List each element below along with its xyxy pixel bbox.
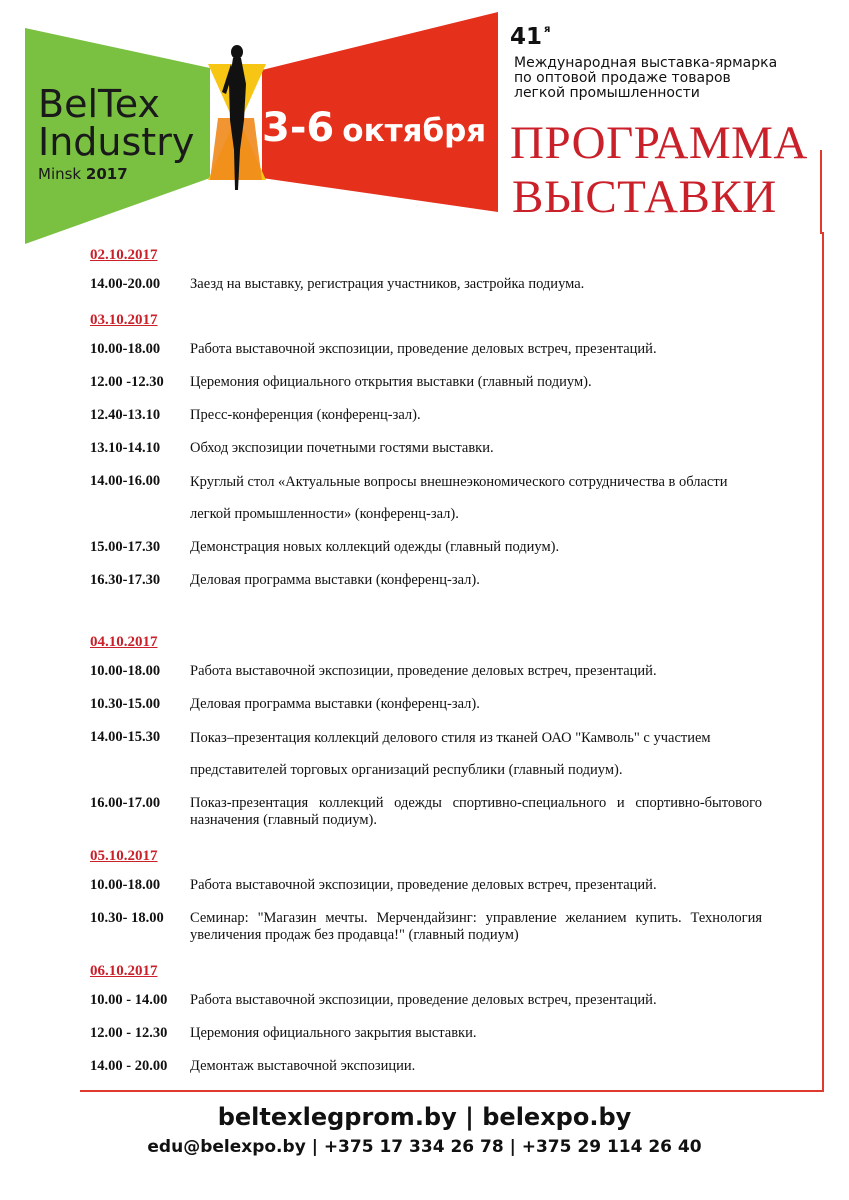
schedule-row — [90, 440, 762, 457]
event-description: Церемония официального закрытия выставки. — [190, 1025, 477, 1041]
schedule-row — [90, 877, 762, 894]
schedule-row — [90, 992, 762, 1009]
event-description: Заезд на выставку, регистрация участников, застройка подиума. — [190, 276, 585, 292]
frame-line-top — [820, 150, 822, 234]
event-description: Демонтаж выставочной экспозиции. — [190, 1058, 416, 1074]
event-time: 16.30-17.30 — [90, 572, 161, 588]
event-time: 13.10-14.10 — [90, 440, 161, 456]
program-title — [510, 116, 808, 224]
edition-number — [510, 24, 550, 50]
event-description: Церемония официального открытия выставки (главный подиум). — [190, 374, 592, 390]
day-date: 04.10.2017 — [90, 634, 158, 650]
event-description: Деловая программа выставки (конференц-зал). — [190, 696, 480, 712]
event-time: 14.00-15.30 — [90, 729, 161, 745]
day-date: 03.10.2017 — [90, 312, 158, 328]
event-description: Работа выставочной экспозиции, проведение деловых встреч, презентаций. — [190, 663, 657, 679]
program-title-line1: ПРОГРАММА — [510, 117, 808, 169]
event-month: октября — [342, 113, 487, 149]
event-description: Показ–презентация коллекций делового стиля из тканей ОАО "Камволь" с участием представителей торговых организаций республики (главный подиум). — [190, 730, 711, 778]
event-description: Семинар: "Магазин мечты. Мерчендайзинг: управление желанием купить. Технология увеличения продаж без продавца!" (главный подиум) — [190, 910, 762, 943]
schedule-row — [90, 696, 762, 713]
event-time: 14.00-16.00 — [90, 473, 161, 489]
subtitle-line1: Международная выставка-ярмарка — [514, 55, 778, 71]
brand-city: Minsk — [38, 165, 82, 183]
event-time: 14.00-20.00 — [90, 276, 161, 292]
event-time: 10.00-18.00 — [90, 877, 161, 893]
event-time: 14.00 - 20.00 — [90, 1058, 168, 1074]
section-gap — [90, 605, 762, 631]
event-time: 12.00 -12.30 — [90, 374, 164, 390]
event-time: 10.30-15.00 — [90, 696, 161, 712]
program-title-line2: ВЫСТАВКИ — [512, 171, 777, 223]
event-time: 10.00 - 14.00 — [90, 992, 168, 1008]
brand-city-year — [38, 162, 194, 186]
event-time: 16.00-17.00 — [90, 795, 161, 811]
schedule-row — [90, 539, 762, 556]
event-description: Пресс-конференция (конференц-зал). — [190, 407, 421, 423]
event-days: 3-6 — [262, 105, 335, 151]
schedule-row — [90, 466, 762, 530]
event-time: 10.00-18.00 — [90, 341, 161, 357]
event-time: 12.40-13.10 — [90, 407, 161, 423]
schedule-row — [90, 1025, 762, 1042]
footer-websites: beltexlegprom.by | belexpo.by — [217, 1103, 632, 1131]
day-date: 06.10.2017 — [90, 963, 158, 979]
brand-year: 2017 — [85, 165, 128, 183]
schedule — [90, 244, 762, 1091]
event-description: Работа выставочной экспозиции, проведение деловых встреч, презентаций. — [190, 992, 657, 1008]
schedule-row — [90, 341, 762, 358]
day-date: 05.10.2017 — [90, 848, 158, 864]
schedule-row — [90, 795, 762, 829]
footer-contacts: edu@belexpo.by | +375 17 334 26 78 | +375 29 114 26 40 — [147, 1137, 702, 1157]
event-description: Показ-презентация коллекций одежды спортивно-специального и спортивно-бытового назначения (главный подиум). — [190, 795, 762, 828]
event-description: Обход экспозиции почетными гостями выставки. — [190, 440, 494, 456]
exhibition-subtitle — [514, 56, 814, 101]
brand-line1: BelTex — [38, 82, 160, 126]
schedule-row — [90, 374, 762, 391]
event-time: 12.00 - 12.30 — [90, 1025, 168, 1041]
schedule-row — [90, 722, 762, 786]
event-description: Работа выставочной экспозиции, проведение деловых встреч, презентаций. — [190, 877, 657, 893]
day-date: 02.10.2017 — [90, 247, 158, 263]
brand-line2: Industry — [38, 120, 195, 164]
event-description: Работа выставочной экспозиции, проведение деловых встреч, презентаций. — [190, 341, 657, 357]
edition-suffix: я — [544, 24, 551, 35]
schedule-row — [90, 276, 762, 293]
schedule-row — [90, 1058, 762, 1075]
subtitle-line3: легкой промышленности — [514, 85, 700, 101]
event-description: Деловая программа выставки (конференц-зал). — [190, 572, 480, 588]
event-time: 10.00-18.00 — [90, 663, 161, 679]
event-dates — [262, 105, 487, 153]
event-description: Круглый стол «Актуальные вопросы внешнеэкономического сотрудничества в области легкой промышленности» (конференц-зал). — [190, 474, 728, 522]
footer — [0, 1100, 849, 1160]
event-description: Демонстрация новых коллекций одежды (главный подиум). — [190, 539, 560, 555]
schedule-row — [90, 910, 762, 944]
schedule-row — [90, 663, 762, 680]
edition-value: 41 — [510, 24, 543, 50]
event-time: 10.30- 18.00 — [90, 910, 164, 926]
brand-logo — [38, 84, 194, 186]
schedule-row — [90, 407, 762, 424]
event-time: 15.00-17.30 — [90, 539, 161, 555]
schedule-row — [90, 572, 762, 589]
subtitle-line2: по оптовой продаже товаров — [514, 70, 731, 86]
